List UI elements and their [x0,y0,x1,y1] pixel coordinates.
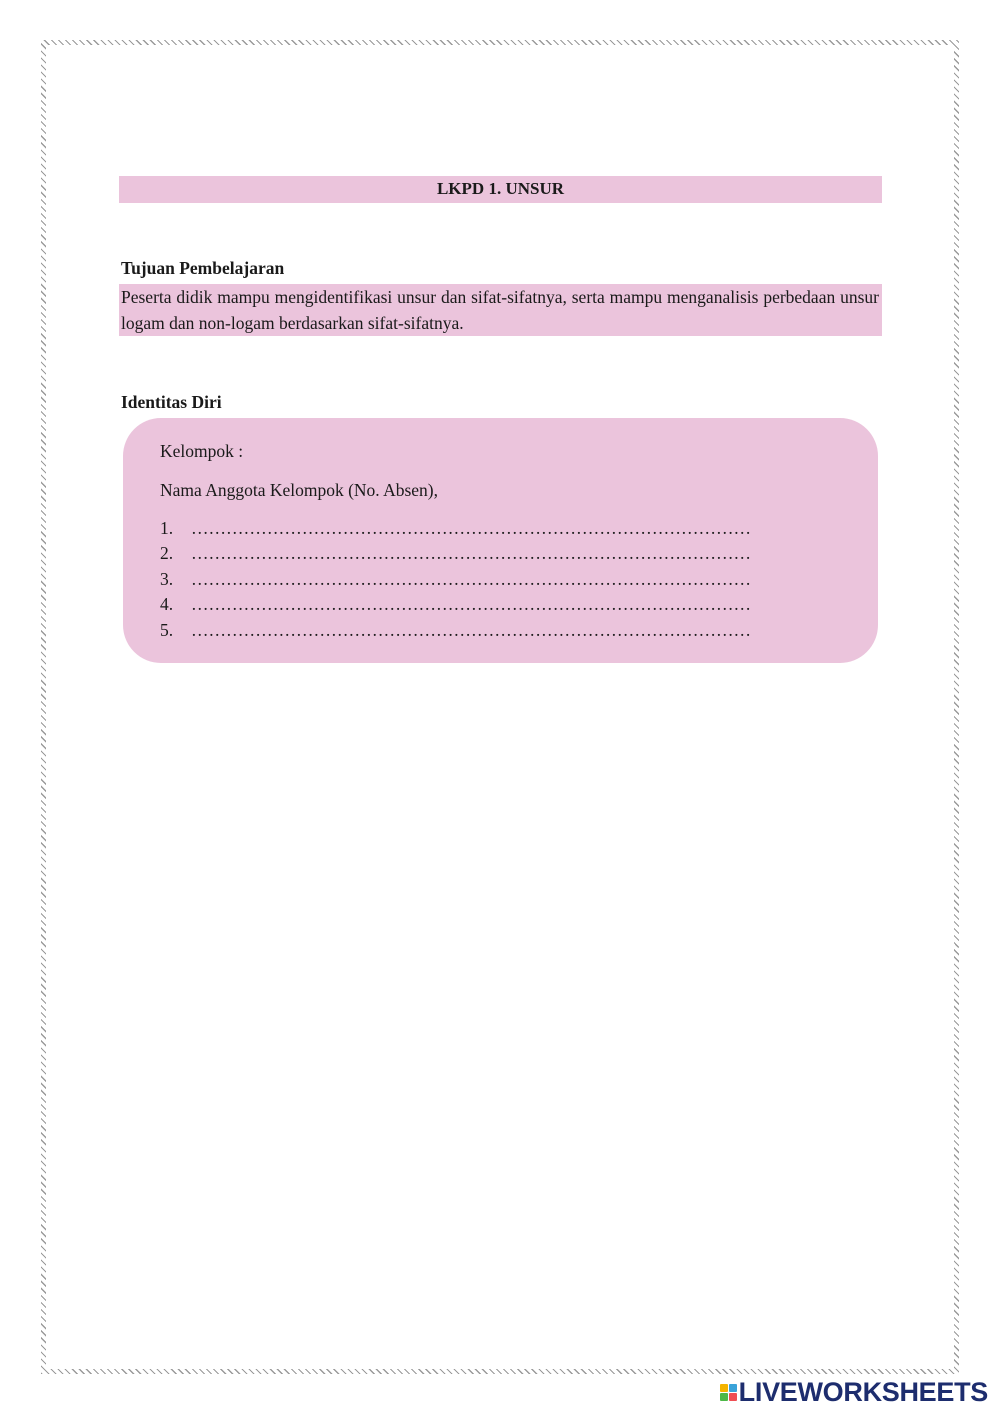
member-number: 3. [160,568,174,589]
member-item [160,618,860,643]
identitas-heading: Identitas Diri [121,392,222,412]
member-number: 2. [160,543,174,564]
member-blank-line[interactable]: …………………………………………………………………………………… [191,594,751,615]
member-item [160,541,860,566]
brand-name: LIVEWORKSHEETS [738,1376,988,1407]
member-number: 1. [160,518,174,538]
member-number: 5. [160,619,174,640]
tujuan-text: Peserta didik mampu mengidentifikasi unsur dan sifat-sifatnya, serta mampu menganalisis perbedaan unsur logam dan non-logam berdasarkan sifat-sifatnya. [119,284,882,336]
kelompok-label: Kelompok : [160,441,244,461]
member-blank-line[interactable]: …………………………………………………………………………………… [191,568,751,589]
tujuan-heading: Tujuan Pembelajaran [121,258,285,278]
page-border [41,40,959,1374]
member-blank-line[interactable]: …………………………………………………………………………………… [191,619,751,640]
worksheet-title: LKPD 1. UNSUR [119,176,882,203]
liveworksheets-logo-icon [720,1384,737,1401]
member-item [160,516,860,541]
member-blank-line[interactable]: …………………………………………………………………………………… [191,518,751,538]
identitas-card [123,418,878,663]
member-number: 4. [160,594,174,615]
member-blank-line[interactable]: …………………………………………………………………………………… [191,543,751,564]
member-item [160,567,860,592]
nama-anggota-label: Nama Anggota Kelompok (No. Absen), [160,480,439,500]
member-item [160,592,860,617]
liveworksheets-logo [720,1376,988,1408]
member-list [160,516,860,643]
